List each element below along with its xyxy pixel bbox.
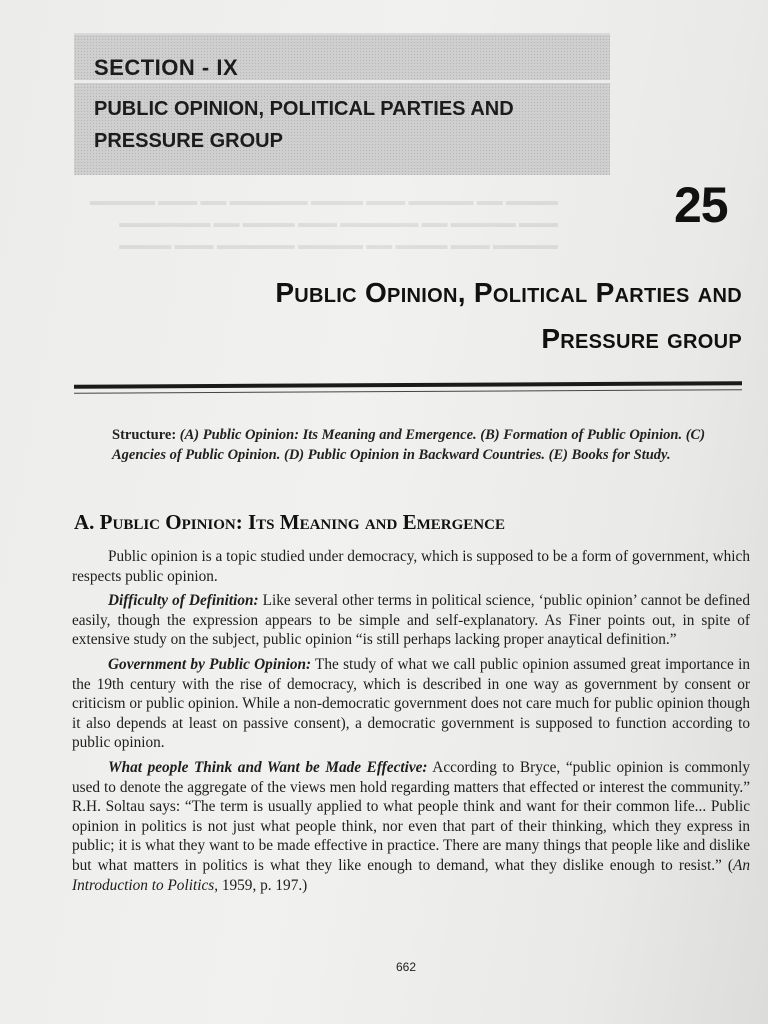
paragraph-government: [72, 655, 750, 753]
page-number: 662: [396, 960, 417, 974]
chapter-title: [275, 270, 742, 362]
chapter-title-line1: Public Opinion, Political Parties and: [275, 277, 742, 308]
paragraph-effective: [72, 758, 750, 895]
chapter-number: 25: [674, 177, 728, 233]
paragraph-text: Like several other terms in political science, ‘public opinion’ cannot be defined easily, though the expression appears to be simple and self-explanatory. As Finer points out, in spite of extensive study on the subject, public opinion “is still perhaps lacking proper anaytical definition.”: [72, 592, 750, 649]
show-through-texture: ▬▬▬▬ ▬▬ ▬▬▬▬▬ ▬▬▬ ▬▬▬▬ ▬▬▬▬▬▬ ▬▬ ▬▬▬ ▬▬▬▬▬ ▬▬▬ ▬▬▬▬▬ ▬▬ ▬▬▬▬▬▬ ▬▬▬ ▬▬▬▬ ▬▬ ▬▬▬▬▬▬▬ ▬▬▬▬▬ ▬▬▬ ▬▬▬▬ ▬▬ ▬▬▬▬▬ ▬▬▬▬▬▬ ▬▬▬ ▬▬▬▬: [90, 193, 558, 252]
title-rule-thick: [74, 381, 742, 388]
citation-end: , 1959, p. 197.): [214, 876, 308, 894]
citation-title: An Introduction to Politics: [72, 856, 750, 894]
structure-text: (A) Public Opinion: Its Meaning and Emergence. (B) Formation of Public Opinion. (C) Agencies of Public Opinion. (D) Public Opinion in Backward Countries. (E) Books for Study.: [112, 427, 706, 463]
paragraph-lead: What people Think and Want be Made Effective:: [108, 758, 428, 776]
chapter-title-line2: Pressure group: [541, 323, 742, 354]
structure-label: Structure:: [112, 427, 177, 443]
paragraph-text: The study of what we call public opinion assumed great importance in the 19th century with the rise of democracy, which is described in one way as government by consent or criticism or public opinion. While a non-democratic government does not care much for public opinion though it also depends at least on passive consent), a democratic government is supposed to function according to public opinion.: [72, 655, 750, 752]
paragraph-definition: [72, 591, 750, 650]
paragraph-lead: Difficulty of Definition:: [108, 592, 259, 610]
section-a-heading: A. Public Opinion: Its Meaning and Emergence: [74, 510, 505, 534]
section-banner: [74, 33, 610, 175]
paragraph-intro: Public opinion is a topic studied under democracy, which is supposed to be a form of government, which respects public opinion.: [72, 548, 750, 585]
title-rule-thin: [74, 389, 742, 393]
section-label: SECTION - IX: [94, 55, 239, 80]
body-text: [72, 547, 750, 900]
chapter-structure: [112, 425, 748, 465]
paragraph-text: According to Bryce, “public opinion is commonly used to denote the aggregate of the views men hold regarding matters that effected or interest the community.” R.H. Soltau says: “The term is usually applied to what people think and want for their common life... Public opinion in politics is not just what people think, nor even that part of their thinking, which they express in public; it is what they want to be made effective in practice. There are many things that people like and dislike but what matters in politics is what they like enough to demand, what they dislike enough to resist.” (: [72, 758, 750, 874]
section-title: PUBLIC OPINION, POLITICAL PARTIES AND PRESSURE GROUP: [94, 98, 514, 152]
paragraph-lead: Government by Public Opinion:: [108, 655, 312, 673]
